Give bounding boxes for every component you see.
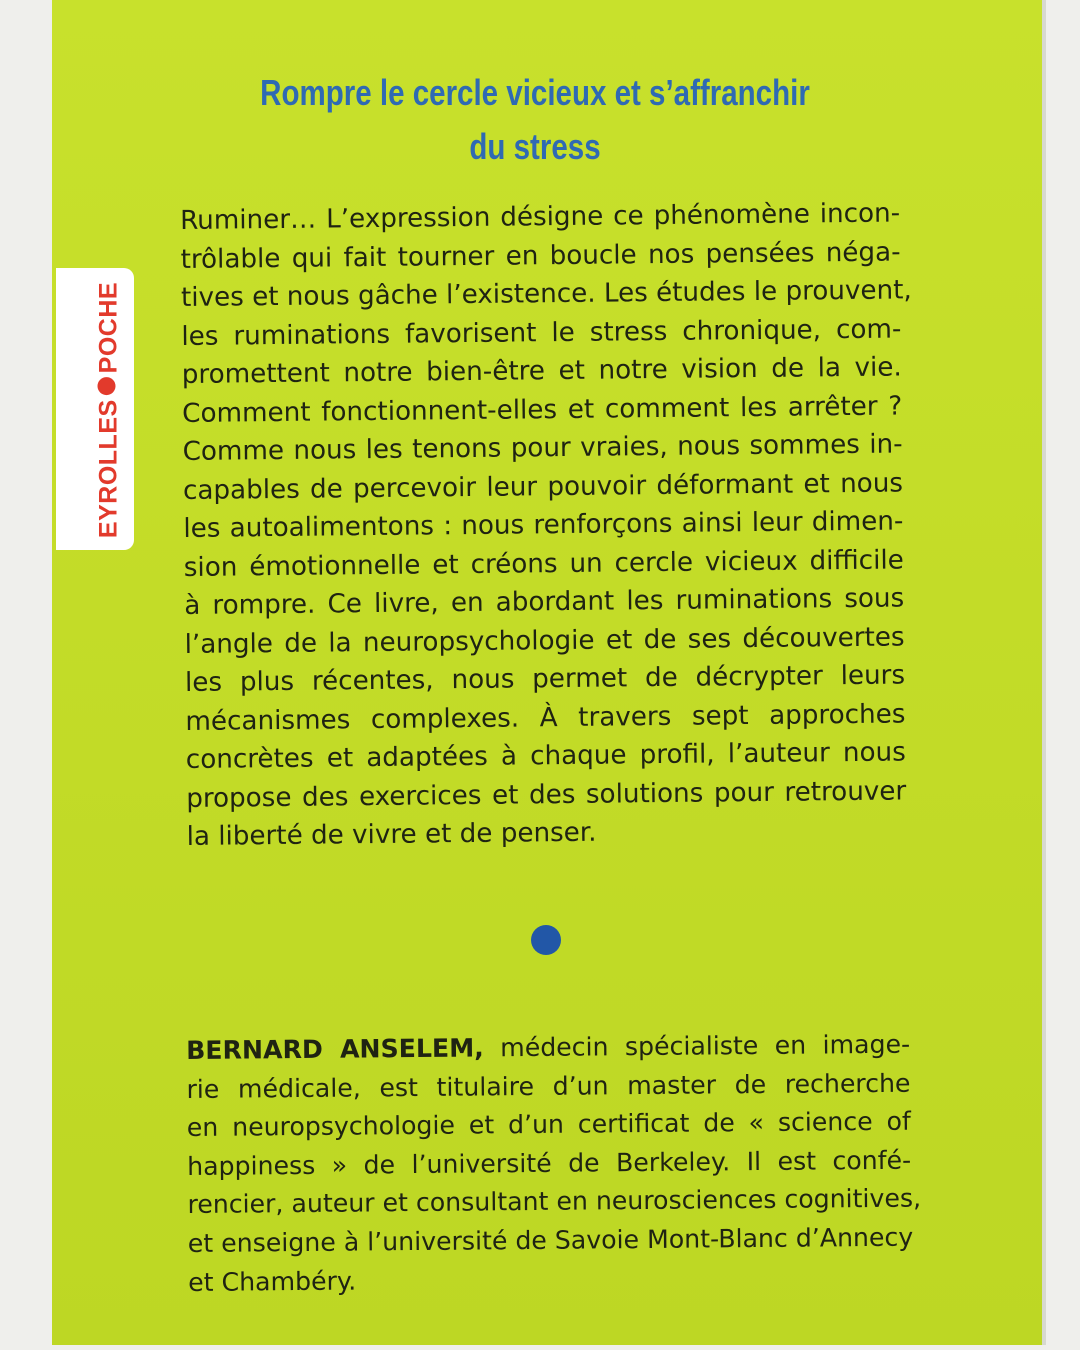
separator-dot-icon xyxy=(531,925,561,955)
author-bio-line: happiness » de l’université de Berkeley. Il est confé- xyxy=(187,1145,912,1181)
author-bio-line: en neuropsychologie et d’un certificat de « science of xyxy=(186,1106,911,1143)
description-line: concrètes et adaptées à chaque profil, l’auteur nous xyxy=(185,737,906,775)
description-line: trôlable qui fait tourner en boucle nos pensées néga- xyxy=(180,236,901,275)
description-line: Ruminer… L’expression désigne ce phénomène incon- xyxy=(180,198,901,236)
author-bio-line: et enseigne à l’université de Savoie Mont-Blanc d’Annecy xyxy=(187,1222,914,1258)
author-bio-line: rie médicale, est titulaire d’un master de recherche xyxy=(186,1068,911,1104)
author-name: BERNARD ANSELEM, xyxy=(186,1033,484,1065)
book-title-line-2: du stress xyxy=(469,126,601,167)
description-line: tives et nous gâche l’existence. Les études le prouvent, xyxy=(180,275,912,313)
description-line: propose des exercices et des solutions pour retrouver xyxy=(186,775,907,814)
description-line: les ruminations favorisent le stress chronique, com- xyxy=(181,313,902,352)
author-bio-line: et Chambéry. xyxy=(188,1266,357,1297)
cover-edge xyxy=(1042,0,1046,1345)
publisher-series: POCHE xyxy=(94,281,123,374)
description-line: mécanismes complexes. À travers sept approches xyxy=(185,698,906,737)
description-line: capables de percevoir leur pouvoir déformant et nous xyxy=(182,467,904,506)
publisher-dot-icon xyxy=(98,377,116,395)
description-line: promettent notre bien-être et notre vision de la vie. xyxy=(181,352,902,390)
book-title xyxy=(244,66,826,174)
publisher-logo xyxy=(95,282,124,538)
description-line: à rompre. Ce livre, en abordant les ruminations sous xyxy=(184,583,905,621)
description-line: les autoalimentons : nous renforçons ainsi leur dimen- xyxy=(183,506,904,544)
description-line: la liberté de vivre et de penser. xyxy=(186,817,597,852)
book-description xyxy=(180,194,912,856)
book-title-line-1: Rompre le cercle vicieux et s’affranchir xyxy=(260,72,810,113)
description-line: Comment fonctionnent-elles et comment les arrêter ? xyxy=(182,390,903,429)
description-line: l’angle de la neuropsychologie et de ses découvertes xyxy=(184,621,905,660)
author-bio-line xyxy=(186,1026,910,1071)
description-line: sion émotionnelle et créons un cercle vicieux difficile xyxy=(183,544,904,583)
description-line: Comme nous les tenons pour vraies, nous sommes in- xyxy=(182,429,903,467)
description-line: les plus récentes, nous permet de décrypter leurs xyxy=(184,660,906,698)
publisher-name: EYROLLES xyxy=(94,399,123,539)
author-bio-line: rencier, auteur et consultant en neurosciences cognitives, xyxy=(187,1183,922,1220)
author-bio-text: médecin spécialiste en image- xyxy=(500,1029,911,1063)
author-bio xyxy=(186,1026,922,1302)
